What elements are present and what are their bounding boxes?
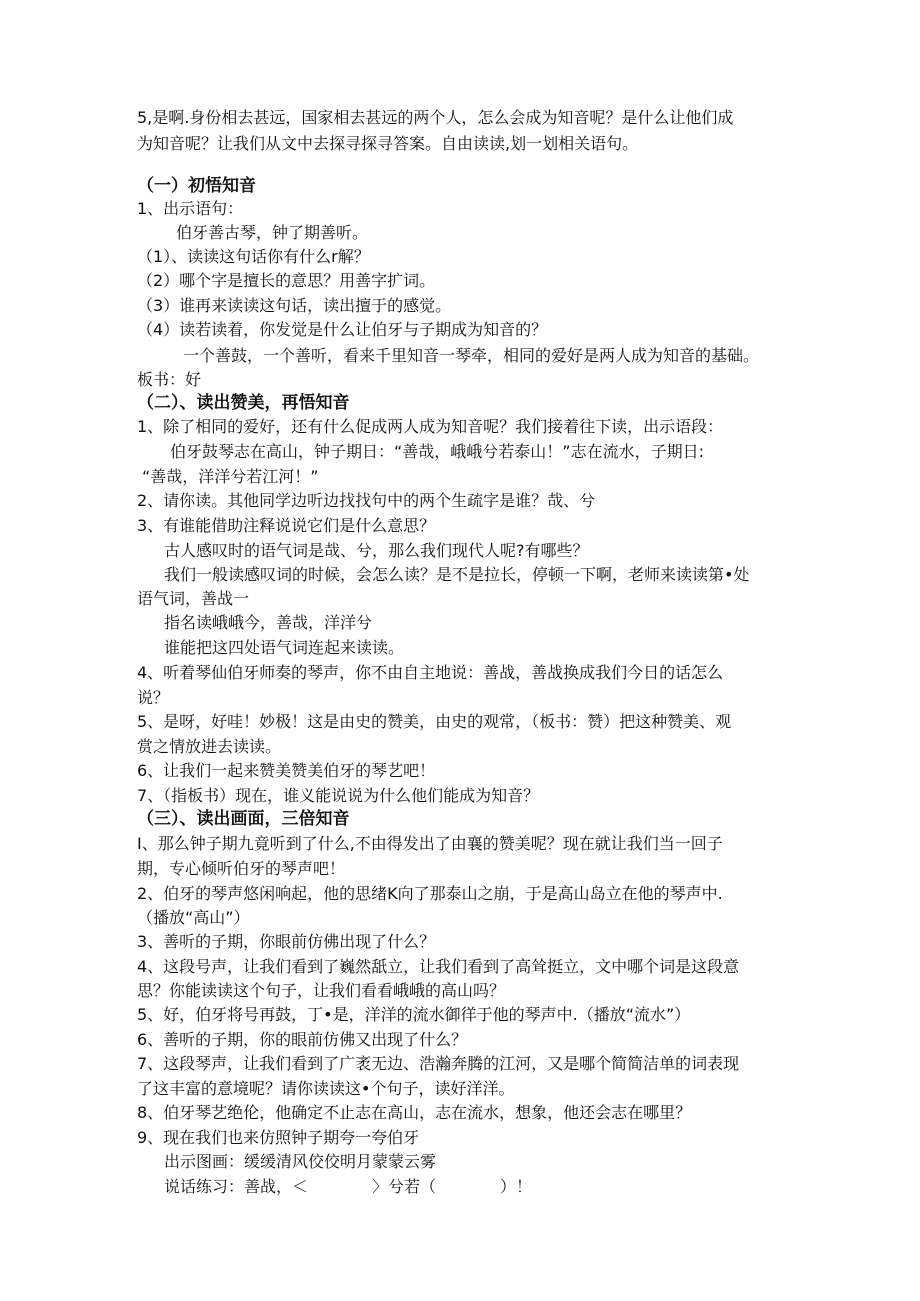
body-text-line: 伯牙善古琴，钟了期善听。 — [176, 223, 369, 242]
body-text-line: 8、伯牙琴艺绝伦，他确定不止志在高山，志在流水，想象，他还会志在哪里？ — [137, 1103, 692, 1122]
body-text-line: 7、这段琴声，让我们看到了广袤无边、浩瀚奔腾的江河，又是哪个简简洁单的词表现 — [137, 1054, 740, 1073]
body-text-line: 5、好，伯牙将号再鼓，丁•是，洋洋的流水御徉于他的琴声中.（播放“流水”） — [137, 1005, 691, 1024]
body-text-line: 1、除了相同的爱好，还有什么促成两人成为知音呢？我们接着往下读，出示语段： — [137, 417, 724, 436]
body-text-line: 3、善听的子期，你眼前仿佛出现了什么？ — [137, 932, 436, 951]
body-text-line: 古人感叹时的语气词是哉、兮，那么我们现代人呢?有哪些？ — [164, 541, 589, 560]
section-heading: （二）、读出赞美，再悟知音 — [137, 393, 350, 413]
body-text-line: 3、有谁能借助注释说说它们是什么意思？ — [137, 516, 436, 535]
body-text-line: 5、是呀，好哇！妙极！这是由史的赞美，由史的观常，（板书：赞）把这种赞美、观 — [137, 712, 732, 731]
body-text-line: 我们一般读感叹词的时候，会怎么读？是不是拉长，停顿一下啊，老师来读读第•处 — [164, 565, 750, 584]
body-text-line: 伯牙鼓琴志在高山，钟子期日：“善哉，峨峨兮若泰山！”志在流水，子期日: — [170, 442, 704, 461]
body-text-line: 7、（指板书）现在，谁义能说说为什么他们能成为知音？ — [137, 786, 540, 805]
body-text-line: 为知音呢？让我们从文中去探寻探寻答案。自由读读,划一划相关语句。 — [137, 134, 639, 153]
body-text-line: 板书：好 — [137, 370, 202, 389]
section-heading: （一）初悟知音 — [137, 176, 256, 196]
body-text-line: 思？你能读读这个句子，让我们看看峨峨的高山吗？ — [137, 981, 506, 1000]
body-text-line: 6、让我们一起来赞美赞美伯牙的琴艺吧！ — [137, 761, 436, 780]
body-text-line: 了这丰富的意境呢？请你读读这•个句子，读好洋洋。 — [137, 1079, 515, 1098]
body-text-line: 出示图画：缓缓清风佼佼明月蒙蒙云雾 — [164, 1152, 437, 1171]
body-text-line: 说话练习：善战，＜ 〉兮若（ ）！ — [164, 1177, 533, 1196]
body-text-line: 期，专心倾听伯牙的琴声吧！ — [137, 859, 346, 878]
body-text-line: 指名读峨峨今，善哉，洋洋兮 — [164, 613, 373, 632]
body-text-line: 说？ — [137, 688, 170, 707]
body-text-line: （播放“高山”） — [137, 908, 250, 927]
body-text-line: 4、听着琴仙伯牙师奏的琴声，你不由自主地说：善战，善战换成我们今日的话怎么 — [137, 663, 724, 682]
body-text-line: 谁能把这四处语气词连起来读读。 — [164, 638, 405, 657]
body-text-line: 语气词，善战一 — [137, 589, 250, 608]
body-text-line: 一个善鼓，一个善听，看来千里知音一琴牵，相同的爱好是两人成为知音的基础。 — [183, 346, 760, 365]
body-text-line: “善哉，洋洋兮若江河！” — [142, 467, 319, 486]
body-text-line: 5,是啊.身份相去甚远，国家相去甚远的两个人，怎么会成为知音呢？是什么让他们成 — [137, 108, 734, 127]
body-text-line: I、那么钟子期九竟听到了什么,不由得发出了由襄的赞美呢？现在就让我们当一回子 — [137, 834, 723, 853]
body-text-line: 9、现在我们也来仿照钟子期夸一夸伯牙 — [137, 1128, 420, 1147]
body-text-line: 赏之情放进去读读。 — [137, 737, 282, 756]
body-text-line: 1、出示语句： — [137, 199, 244, 218]
body-text-line: （1）、读读这句话你有什么r解？ — [137, 247, 370, 266]
section-heading: （三）、读出画面，三倍知音 — [137, 809, 350, 829]
body-text-line: （2）哪个字是擅长的意思？用善字扩词。 — [137, 271, 436, 290]
body-text-line: （3）谁再来读读这句话，读出擅于的感觉。 — [137, 296, 452, 315]
body-text-line: 4、这段号声，让我们看到了巍然舐立，让我们看到了高耸挺立，文中哪个词是这段意 — [137, 957, 740, 976]
body-text-line: （4）读若读着，你发觉是什么让伯牙与子期成为知音的？ — [137, 320, 548, 339]
body-text-line: 2、请你读。其他同学边听边找找句中的两个生疏字是谁？哉、兮 — [137, 491, 596, 510]
body-text-line: 6、善听的子期，你的眼前仿佛又出现了什么？ — [137, 1030, 468, 1049]
body-text-line: 2、伯牙的琴声悠闲响起，他的思绪K向了那泰山之崩，于是高山岛立在他的琴声中. — [137, 884, 723, 903]
